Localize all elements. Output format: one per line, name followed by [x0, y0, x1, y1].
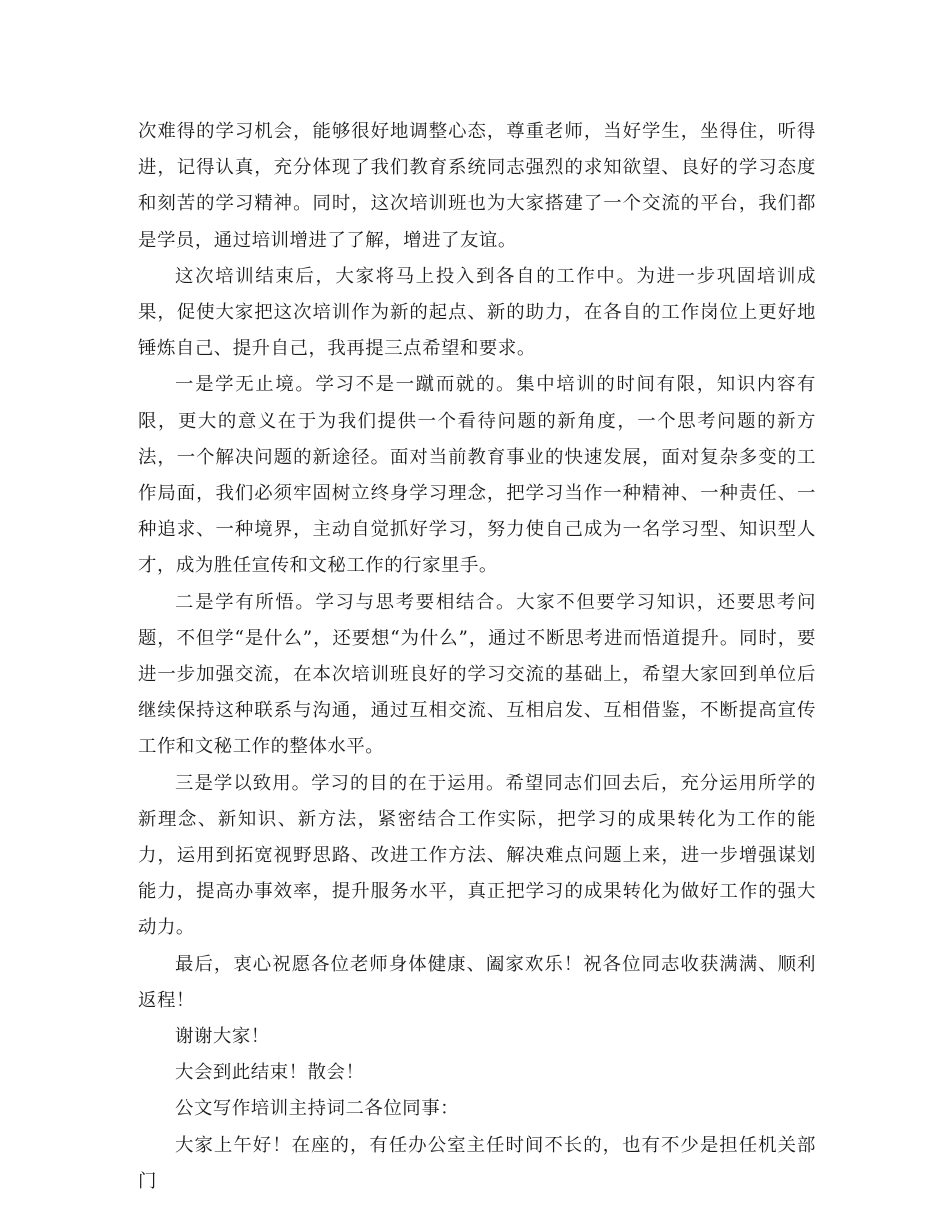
paragraph-7: 谢谢大家！ — [175, 1026, 270, 1048]
paragraph-6: 最后，衷心祝愿各位老师身体健康、阖家欢乐！祝各位同志收获满满、顺利返程！ — [138, 953, 816, 1011]
paragraph-8: 大会到此结束！散会！ — [175, 1062, 365, 1084]
paragraph-1: 次难得的学习机会，能够很好地调整心态，尊重老师，当好学生，坐得住，听得进，记得认真，充分体现了我们教育系统同志强烈的求知欲望、良好的学习态度和刻苦的学习精神。同时，这次培训班也为大家搭建了一个交流的平台，我们都是学员，通过培训增进了了解，增进了友谊。 — [138, 121, 816, 251]
paragraph-2: 这次培训结束后，大家将马上投入到各自的工作中。为进一步巩固培训成果，促使大家把这次培训作为新的起点、新的助力，在各自的工作岗位上更好地锤炼自己、提升自己，我再提三点希望和要求。 — [138, 265, 816, 360]
paragraph-4: 二是学有所悟。学习与思考要相结合。大家不但要学习知识，还要思考问题，不但学“是什么”，还要想“为什么”，通过不断思考进而悟道提升。同时，要进一步加强交流，在本次培训班良好的学习交流的基础上，希望大家回到单位后继续保持这种联系与沟通，通过互相交流、互相启发、互相借鉴，不断提高宣传工作和文秘工作的整体水平。 — [138, 591, 816, 758]
document-page — [138, 114, 816, 1200]
paragraph-9: 公文写作培训主持词二各位同事： — [175, 1098, 460, 1120]
paragraph-10: 大家上午好！在座的，有任办公室主任时间不长的，也有不少是担任机关部门 — [138, 1134, 816, 1192]
paragraph-5: 三是学以致用。学习的目的在于运用。希望同志们回去后，充分运用所学的新理念、新知识、新方法，紧密结合工作实际，把学习的成果转化为工作的能力，运用到拓宽视野思路、改进工作方法、解决难点问题上来，进一步增强谋划能力，提高办事效率，提升服务水平，真正把学习的成果转化为做好工作的强大动力。 — [138, 772, 816, 939]
paragraph-3: 一是学无止境。学习不是一蹴而就的。集中培训的时间有限，知识内容有限，更大的意义在于为我们提供一个看待问题的新角度，一个思考问题的新方法，一个解决问题的新途径。面对当前教育事业的快速发展，面对复杂多变的工作局面，我们必须牢固树立终身学习理念，把学习当作一种精神、一种责任、一种追求、一种境界，主动自觉抓好学习，努力使自己成为一名学习型、知识型人才，成为胜任宣传和文秘工作的行家里手。 — [138, 374, 816, 577]
